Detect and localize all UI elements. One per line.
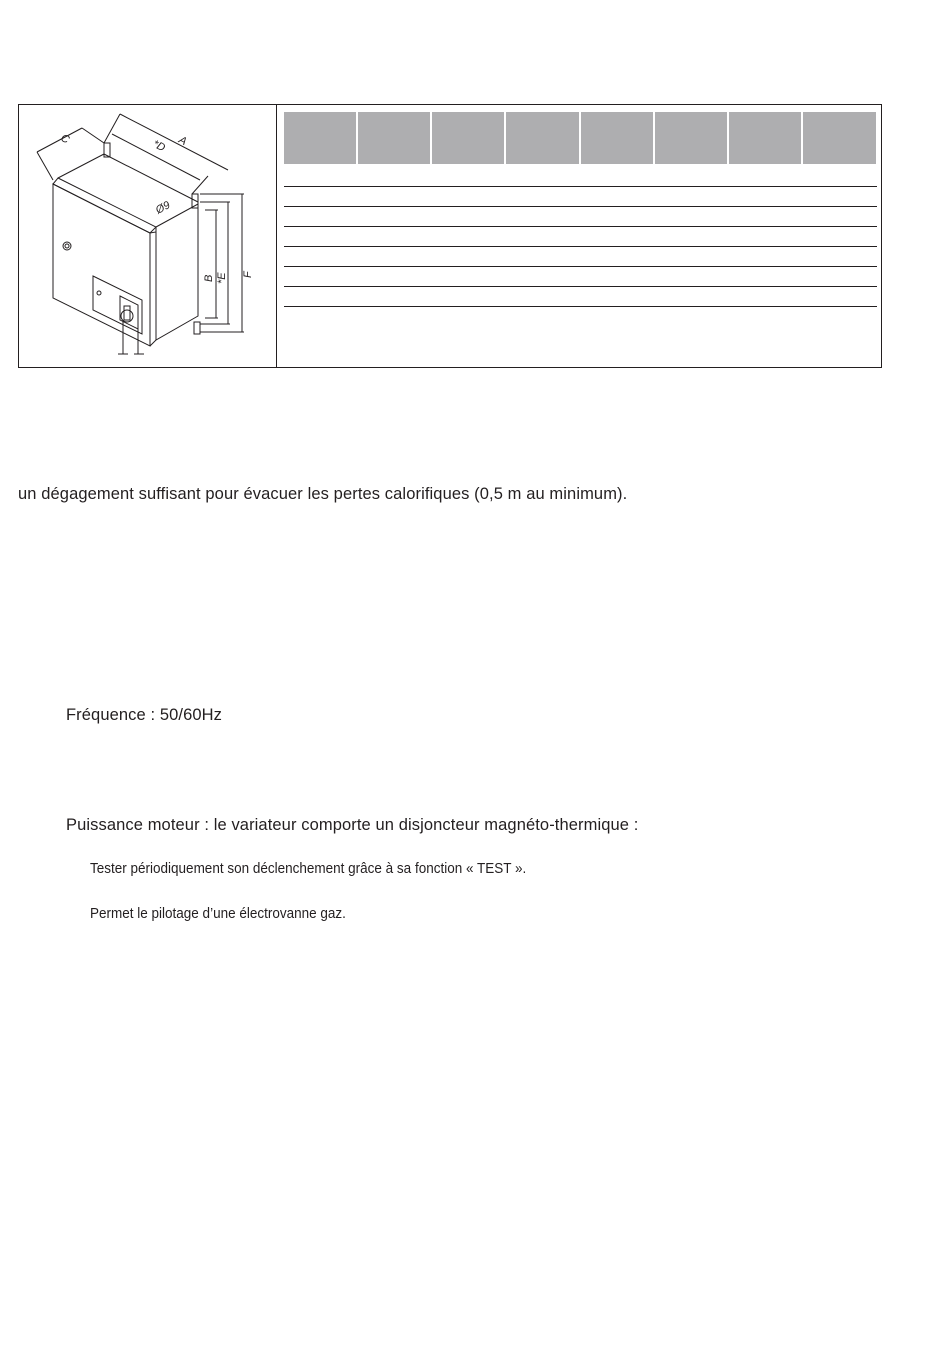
table-row <box>284 206 877 207</box>
dim-label-c: C <box>58 132 72 147</box>
dim-label-f: F <box>242 271 254 278</box>
table-header-cell <box>581 112 653 164</box>
table-header-cell <box>284 112 356 164</box>
clearance-paragraph: un dégagement suffisant pour évacuer les pertes calorifiques (0,5 m au minimum). <box>18 485 628 503</box>
table-row <box>284 266 877 267</box>
dim-label-a: A <box>176 133 189 149</box>
switch-plate <box>93 276 142 334</box>
table-row <box>284 186 877 187</box>
table-header-cell <box>358 112 430 164</box>
table-header-cell <box>432 112 504 164</box>
dim-label-e: *E <box>216 272 228 284</box>
table-header-cell <box>506 112 579 164</box>
indicator-light <box>63 242 71 250</box>
table-header-cell <box>803 112 876 164</box>
table-header-cell <box>655 112 727 164</box>
table-row <box>284 226 877 227</box>
enclosure-drawing <box>20 106 275 366</box>
dim-label-b: B <box>203 274 215 282</box>
table-header-cell <box>729 112 801 164</box>
table-row <box>284 286 877 287</box>
frequency-line: Fréquence : 50/60Hz <box>66 706 222 724</box>
frame-divider <box>276 104 277 368</box>
test-note-line: Tester périodiquement son déclenchement grâce à sa fonction « TEST ». <box>90 860 527 877</box>
table-row <box>284 246 877 247</box>
gas-valve-line: Permet le pilotage d’une électrovanne gaz. <box>90 905 346 922</box>
dim-label-hole: Ø9 <box>153 199 173 217</box>
box-side <box>156 204 198 340</box>
table-row <box>284 306 877 307</box>
dim-label-d: *D <box>150 137 167 155</box>
motor-power-line: Puissance moteur : le variateur comporte un disjoncteur magnéto-thermique : <box>66 816 639 834</box>
